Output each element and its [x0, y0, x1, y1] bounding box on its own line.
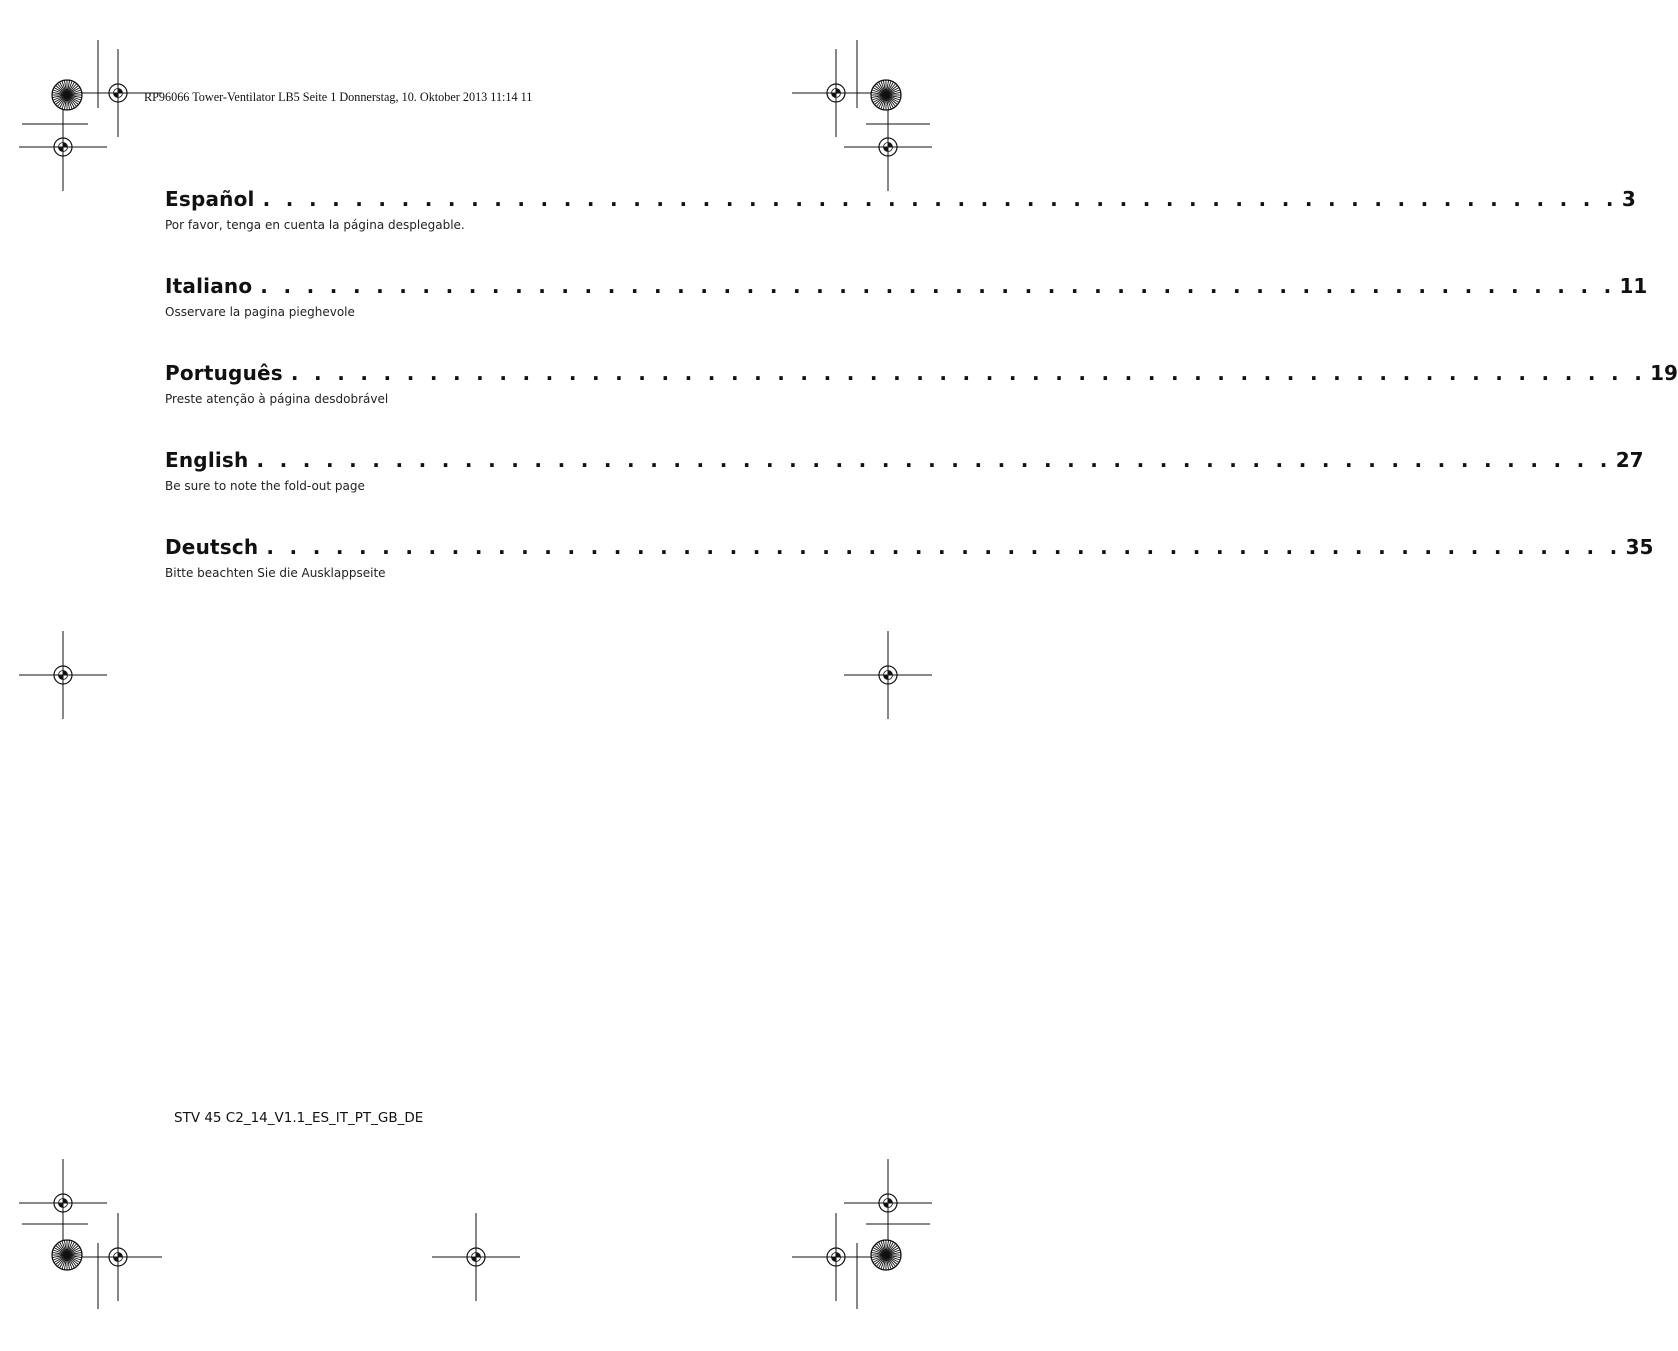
toc-dot-leader: . . . . . . . . . . . . . . . . . . . . . . . . . . . . . . . . . . . . . . . . . . . . . . . . . . . . . . . . . . . [260, 274, 1616, 298]
toc-entry-italian [165, 270, 1648, 357]
table-of-contents [165, 183, 1678, 618]
print-slug-header: RP96066 Tower-Ventilator LB5 Seite 1 Donnerstag, 10. Oktober 2013 11:14 11 [144, 90, 533, 104]
toc-row [165, 531, 1654, 563]
registration-mark-icon [19, 1159, 107, 1247]
toc-dot-leader: . . . . . . . . . . . . . . . . . . . . . . . . . . . . . . . . . . . . . . . . . . . . . . . . . . . . . . . . . . . [262, 187, 1618, 211]
toc-row [165, 183, 1636, 215]
starburst-target-icon [871, 1240, 901, 1270]
toc-note: Osservare la pagina pieghevole [165, 305, 355, 319]
registration-mark-icon [19, 103, 107, 191]
toc-language-title: English [165, 448, 249, 472]
toc-row [165, 444, 1644, 476]
toc-page-number: 3 [1621, 187, 1636, 211]
starburst-target-icon [52, 1240, 82, 1270]
toc-language-title: Deutsch [165, 535, 259, 559]
toc-note: Bitte beachten Sie die Ausklappseite [165, 566, 386, 580]
toc-dot-leader: . . . . . . . . . . . . . . . . . . . . . . . . . . . . . . . . . . . . . . . . . . . . . . . . . . . . . . . . . . . [290, 361, 1647, 385]
toc-language-title: Italiano [165, 274, 253, 298]
registration-mark-icon [844, 1159, 932, 1247]
registration-mark-icon [74, 1213, 162, 1301]
toc-page-number: 35 [1625, 535, 1654, 559]
toc-row [165, 357, 1678, 389]
registration-mark-icon [432, 1213, 520, 1301]
toc-entry-german [165, 531, 1654, 618]
toc-note: Be sure to note the fold-out page [165, 479, 365, 493]
toc-note: Preste atenção à página desdobrável [165, 392, 389, 406]
toc-language-title: Português [165, 361, 283, 385]
toc-page-number: 11 [1619, 274, 1648, 298]
toc-page-number: 19 [1650, 361, 1678, 385]
starburst-target-icon [52, 80, 82, 110]
toc-dot-leader: . . . . . . . . . . . . . . . . . . . . . . . . . . . . . . . . . . . . . . . . . . . . . . . . . . . . . . . . . . . [256, 448, 1612, 472]
toc-page-number: 27 [1615, 448, 1644, 472]
toc-row [165, 270, 1648, 302]
toc-entry-english [165, 444, 1644, 531]
toc-dot-leader: . . . . . . . . . . . . . . . . . . . . . . . . . . . . . . . . . . . . . . . . . . . . . . . . . . . . . . . . . . . [266, 535, 1622, 559]
toc-language-title: Español [165, 187, 255, 211]
starburst-target-icon [871, 80, 901, 110]
toc-entry-portuguese [165, 357, 1678, 444]
registration-mark-icon [19, 631, 107, 719]
registration-mark-icon [792, 1213, 880, 1301]
toc-note: Por favor, tenga en cuenta la página desplegable. [165, 218, 465, 232]
registration-mark-icon [844, 103, 932, 191]
registration-mark-icon [844, 631, 932, 719]
toc-entry-spanish [165, 183, 1636, 270]
document-code: STV 45 C2_14_V1.1_ES_IT_PT_GB_DE [174, 1110, 424, 1126]
